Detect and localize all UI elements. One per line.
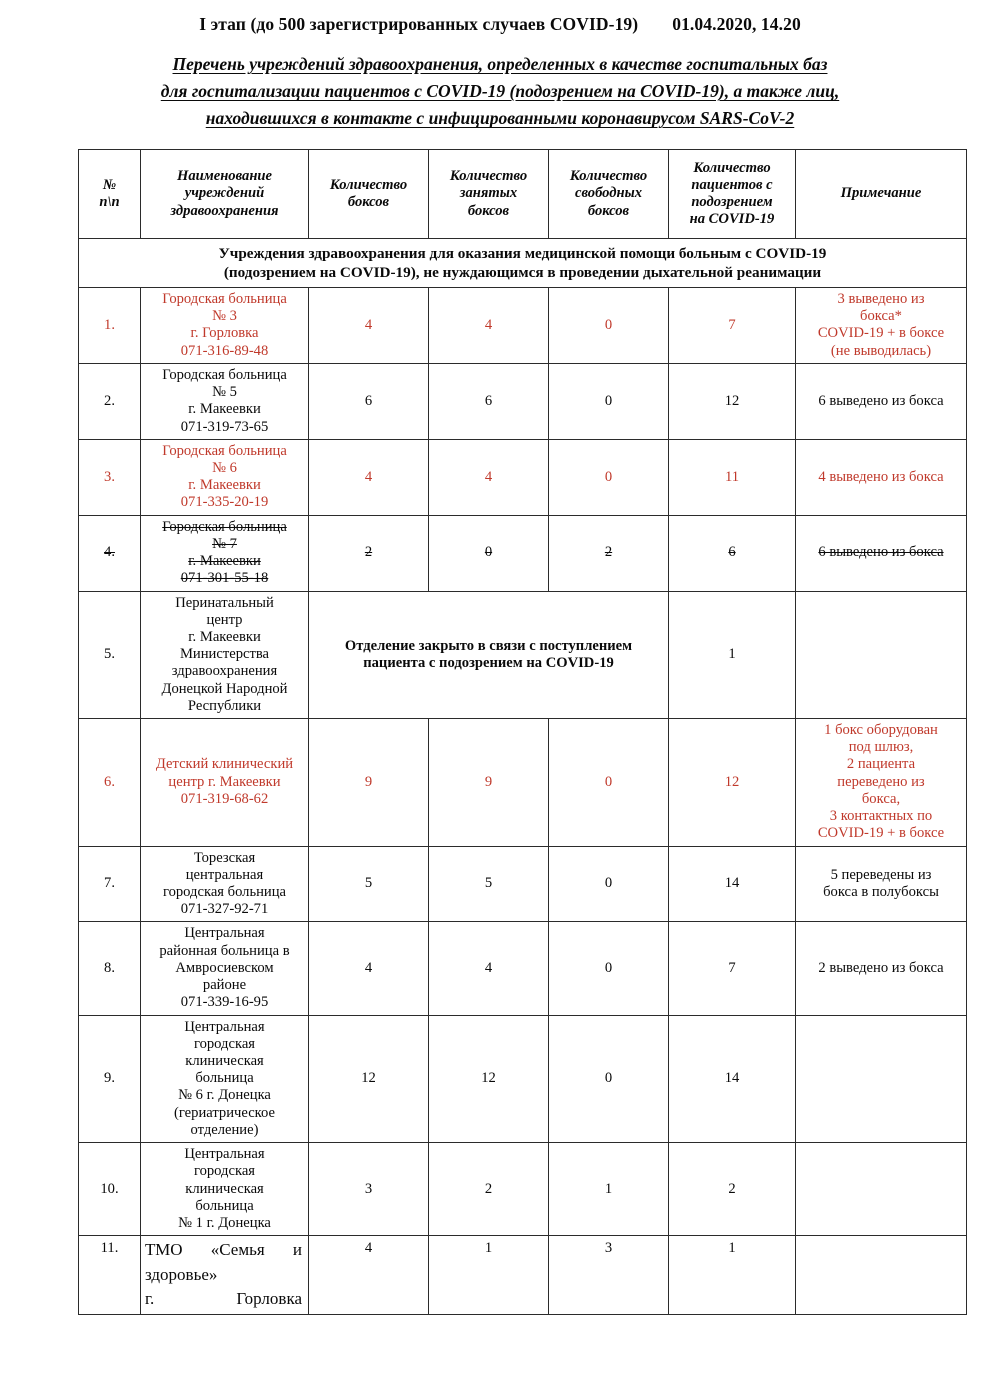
row-number-cell: 10. xyxy=(79,1143,141,1236)
busy-boxes-cell: 4 xyxy=(429,288,549,364)
institution-name-line-2: центр xyxy=(206,611,243,628)
total-boxes-cell: 2 xyxy=(309,515,429,591)
free-boxes-cell: 0 xyxy=(549,846,669,922)
note-line-7: COVID-19 + в боксе xyxy=(817,825,945,842)
institution-name-line-1: Городская больница xyxy=(162,291,287,307)
free-boxes-cell: 0 xyxy=(549,719,669,847)
row-number-cell: 9. xyxy=(79,1015,141,1143)
column-header-susp-line-4: на COVID-19 xyxy=(689,211,775,228)
institution-name-line-1: Городская больница xyxy=(162,366,287,383)
institution-name-line-1: ТМО «Семья и xyxy=(145,1240,302,1260)
table-row xyxy=(79,363,967,439)
total-boxes-cell: 4 xyxy=(309,288,429,364)
column-header-name-line-3: здравоохранения xyxy=(170,202,279,219)
table-row xyxy=(79,288,967,364)
institution-name-line-4: больница xyxy=(195,1197,254,1214)
total-boxes-cell: 12 xyxy=(309,1015,429,1143)
institution-name-line-3: клиническая xyxy=(185,1052,264,1069)
table-header xyxy=(79,150,967,239)
column-header-susp-line-2: пациентов с xyxy=(691,176,773,193)
row-number-cell: 7. xyxy=(79,846,141,922)
institution-name-line-1: Торезская xyxy=(193,849,256,866)
section-header-cell xyxy=(79,239,967,288)
total-boxes-cell: 3 xyxy=(309,1143,429,1236)
institution-name-line-3: г. Горловка xyxy=(145,1289,302,1309)
institution-name-cell xyxy=(141,439,309,515)
row-number-cell: 8. xyxy=(79,922,141,1015)
note-line-5: бокса, xyxy=(861,790,901,807)
page-title-line-1: Перечень учреждений здравоохранения, определенных в качестве госпитальных баз xyxy=(172,54,828,74)
institution-name-line-2: районная больница в xyxy=(159,942,290,959)
column-header-free-line-1: Количество xyxy=(569,168,648,185)
institution-name-line-3: г. Макеевки xyxy=(188,477,261,494)
institution-name-line-1: Центральная xyxy=(184,1146,265,1163)
column-header-total-boxes xyxy=(309,150,429,239)
institution-name-line-3: г. Макеевки xyxy=(188,628,261,645)
suspected-patients-cell: 11 xyxy=(669,439,796,515)
note-line-1: 6 выведено из бокса xyxy=(818,544,944,561)
column-header-busy-boxes xyxy=(429,150,549,239)
note-line-1: 4 выведено из бокса xyxy=(818,468,944,485)
note-line-2: бокса в полубоксы xyxy=(823,884,939,900)
row-number-cell: 3. xyxy=(79,439,141,515)
column-header-busy-line-3: боксов xyxy=(467,202,510,219)
note-line-4: переведено из xyxy=(837,773,925,790)
column-header-free-line-2: свободных xyxy=(574,185,643,202)
note-cell xyxy=(796,846,967,922)
column-header-free-line-3: боксов xyxy=(587,202,630,219)
column-header-note xyxy=(796,150,967,239)
note-line-1: 3 выведено из xyxy=(837,291,925,307)
institution-name-line-4: 071-327-92-71 xyxy=(180,901,269,918)
column-header-name xyxy=(141,150,309,239)
suspected-patients-cell: 6 xyxy=(669,515,796,591)
closed-department-notice-line-1: Отделение закрыто в связи с поступлением xyxy=(344,637,633,654)
free-boxes-cell: 0 xyxy=(549,439,669,515)
hospital-capacity-table xyxy=(78,149,967,1315)
note-cell xyxy=(796,288,967,364)
note-line-2: под шлюз, xyxy=(848,739,914,756)
free-boxes-cell: 0 xyxy=(549,922,669,1015)
institution-name-line-3: г. Горловка xyxy=(190,325,259,342)
institution-name-cell xyxy=(141,846,309,922)
institution-name-line-4: больница xyxy=(195,1070,254,1087)
institution-name-line-7: отделение) xyxy=(190,1121,259,1138)
busy-boxes-cell: 6 xyxy=(429,363,549,439)
institution-name-line-1: Детский клинический xyxy=(155,756,294,773)
busy-boxes-cell: 5 xyxy=(429,846,549,922)
free-boxes-cell: 2 xyxy=(549,515,669,591)
institution-name-cell xyxy=(141,1015,309,1143)
busy-boxes-cell: 1 xyxy=(429,1236,549,1315)
institution-name-line-2: № 7 xyxy=(212,535,237,552)
suspected-patients-cell: 14 xyxy=(669,1015,796,1143)
institution-name-line-4: 071-316-89-48 xyxy=(180,342,269,359)
row-number-cell: 2. xyxy=(79,363,141,439)
table-row xyxy=(79,439,967,515)
table-row xyxy=(79,719,967,847)
row-number-cell: 4. xyxy=(79,515,141,591)
institution-name-line-1: Центральная xyxy=(184,1018,265,1035)
note-cell xyxy=(796,591,967,719)
institution-name-line-5: № 1 г. Донецка xyxy=(178,1214,271,1231)
table-row xyxy=(79,591,967,719)
table-row xyxy=(79,1015,967,1143)
row-number-cell: 6. xyxy=(79,719,141,847)
report-datetime: 01.04.2020, 14.20 xyxy=(672,14,801,34)
note-cell xyxy=(796,922,967,1015)
section-header-row xyxy=(79,239,967,288)
suspected-patients-cell: 2 xyxy=(669,1143,796,1236)
suspected-patients-cell: 12 xyxy=(669,719,796,847)
row-number-cell: 11. xyxy=(79,1236,141,1315)
busy-boxes-cell: 12 xyxy=(429,1015,549,1143)
page-title xyxy=(82,51,918,132)
busy-boxes-cell: 0 xyxy=(429,515,549,591)
table-row xyxy=(79,922,967,1015)
institution-name-line-4: 071-319-73-65 xyxy=(180,418,269,435)
document-header-line xyxy=(0,0,1000,35)
institution-name-cell xyxy=(141,515,309,591)
column-header-name-line-1: Наименование xyxy=(176,168,273,185)
institution-name-line-1: Городская больница xyxy=(162,518,287,535)
institution-name-line-2: № 6 xyxy=(212,459,237,476)
column-header-total-line-1: Количество xyxy=(329,176,408,193)
institution-name-line-3: Амвросиевском xyxy=(175,959,274,976)
table-header-row xyxy=(79,150,967,239)
column-header-num xyxy=(79,150,141,239)
institution-name-line-3: 071-319-68-62 xyxy=(180,790,269,807)
busy-boxes-cell: 4 xyxy=(429,439,549,515)
note-line-1: 2 выведено из бокса xyxy=(818,959,944,976)
note-line-2: бокса* xyxy=(860,308,902,325)
institution-name-line-2: № 5 xyxy=(212,384,237,401)
note-cell xyxy=(796,363,967,439)
institution-name-cell xyxy=(141,922,309,1015)
suspected-patients-cell: 12 xyxy=(669,363,796,439)
institution-name-line-1: Центральная xyxy=(184,925,265,942)
row-number-cell: 1. xyxy=(79,288,141,364)
table-row xyxy=(79,515,967,591)
institution-name-line-5: № 6 г. Донецка xyxy=(178,1087,271,1104)
table-row xyxy=(79,1236,967,1315)
note-line-1: 5 переведены из xyxy=(830,866,932,883)
note-line-3: 2 пациента xyxy=(846,756,916,773)
total-boxes-cell: 6 xyxy=(309,363,429,439)
page-title-line-3: находившихся в контакте с инфицированными коронавирусом SARS-CoV-2 xyxy=(205,108,795,129)
institution-name-cell xyxy=(141,363,309,439)
section-header-line-2: (подозрением на COVID-19), не нуждающимся в проведении дыхательной реанимации xyxy=(223,264,822,281)
column-header-busy-line-1: Количество xyxy=(449,168,528,185)
institution-name-cell xyxy=(141,719,309,847)
institution-name-line-3: г. Макеевки xyxy=(188,401,261,418)
note-line-3: COVID-19 + в боксе xyxy=(817,325,945,342)
note-cell xyxy=(796,439,967,515)
suspected-patients-cell: 14 xyxy=(669,846,796,922)
busy-boxes-cell: 9 xyxy=(429,719,549,847)
total-boxes-cell: 4 xyxy=(309,1236,429,1315)
institution-name-line-4: 071-301-55-18 xyxy=(180,570,269,587)
total-boxes-cell: 5 xyxy=(309,846,429,922)
institution-name-line-2: здоровье» xyxy=(145,1264,218,1284)
table-body xyxy=(79,239,967,1315)
closed-department-notice-cell xyxy=(309,591,669,719)
institution-name-line-3: клиническая xyxy=(185,1180,264,1197)
institution-name-line-4: районе xyxy=(202,977,247,994)
busy-boxes-cell: 2 xyxy=(429,1143,549,1236)
closed-department-notice-line-2: пациента с подозрением на COVID-19 xyxy=(363,654,614,671)
note-line-4: (не выводилась) xyxy=(830,342,932,359)
row-number-cell: 5. xyxy=(79,591,141,719)
note-line-6: 3 контактных по xyxy=(829,808,933,825)
institution-name-line-2: городская xyxy=(193,1035,256,1052)
suspected-patients-cell: 7 xyxy=(669,288,796,364)
institution-name-line-6: Донецкой Народной xyxy=(161,680,288,697)
institution-name-line-3: г. Макеевки xyxy=(188,553,261,570)
institution-name-line-5: 071-339-16-95 xyxy=(180,994,269,1011)
free-boxes-cell: 0 xyxy=(549,1015,669,1143)
column-header-free-boxes xyxy=(549,150,669,239)
total-boxes-cell: 4 xyxy=(309,439,429,515)
column-header-note-line-1: Примечание xyxy=(840,185,922,202)
institution-name-cell xyxy=(141,288,309,364)
free-boxes-cell: 3 xyxy=(549,1236,669,1315)
institution-name-cell xyxy=(141,591,309,719)
free-boxes-cell: 0 xyxy=(549,363,669,439)
column-header-num-line-1: № xyxy=(102,176,117,193)
institution-name-line-1: Городская больница xyxy=(162,442,287,459)
section-header-line-1: Учреждения здравоохранения для оказания медицинской помощи больным с COVID-19 xyxy=(218,245,827,262)
institution-name-line-2: центр г. Макеевки xyxy=(168,773,281,790)
column-header-name-line-2: учреждений xyxy=(184,185,265,202)
busy-boxes-cell: 4 xyxy=(429,922,549,1015)
institution-name-line-1: Перинатальный xyxy=(175,594,274,611)
note-line-1: 6 выведено из бокса xyxy=(818,392,944,409)
note-cell xyxy=(796,719,967,847)
stage-label: I этап (до 500 зарегистрированных случаев COVID-19) xyxy=(199,14,639,34)
institution-name-line-2: № 3 xyxy=(212,308,237,325)
note-cell xyxy=(796,1236,967,1315)
note-cell xyxy=(796,1143,967,1236)
institution-name-line-7: Республики xyxy=(187,697,262,714)
column-header-susp-line-1: Количество xyxy=(693,159,771,176)
column-header-susp-line-3: подозрением xyxy=(691,194,773,210)
institution-name-line-3: городская больница xyxy=(162,884,287,900)
institution-name-line-6: (гериатрическое xyxy=(174,1104,275,1121)
institution-name-cell xyxy=(141,1236,309,1315)
suspected-patients-cell: 1 xyxy=(669,1236,796,1315)
institution-name-line-2: центральная xyxy=(185,866,264,883)
note-cell xyxy=(796,515,967,591)
institution-name-line-4: 071-335-20-19 xyxy=(180,494,269,511)
suspected-patients-cell: 1 xyxy=(669,591,796,719)
total-boxes-cell: 9 xyxy=(309,719,429,847)
institution-name-line-2: городская xyxy=(193,1163,256,1180)
free-boxes-cell: 1 xyxy=(549,1143,669,1236)
note-line-1: 1 бокс оборудован xyxy=(824,722,938,739)
page-title-line-2: для госпитализации пациентов с COVID-19 (подозрением на COVID-19), а также лиц, xyxy=(160,81,840,102)
suspected-patients-cell: 7 xyxy=(669,922,796,1015)
column-header-num-line-2: п\п xyxy=(99,194,120,210)
institution-name-line-5: здравоохранения xyxy=(171,663,278,680)
note-cell xyxy=(796,1015,967,1143)
institution-name-line-4: Министерства xyxy=(179,646,270,663)
column-header-busy-line-2: занятых xyxy=(459,185,518,202)
free-boxes-cell: 0 xyxy=(549,288,669,364)
table-row xyxy=(79,1143,967,1236)
institution-name-cell xyxy=(141,1143,309,1236)
column-header-suspected-patients xyxy=(669,150,796,239)
column-header-total-line-2: боксов xyxy=(347,194,390,210)
total-boxes-cell: 4 xyxy=(309,922,429,1015)
table-row xyxy=(79,846,967,922)
